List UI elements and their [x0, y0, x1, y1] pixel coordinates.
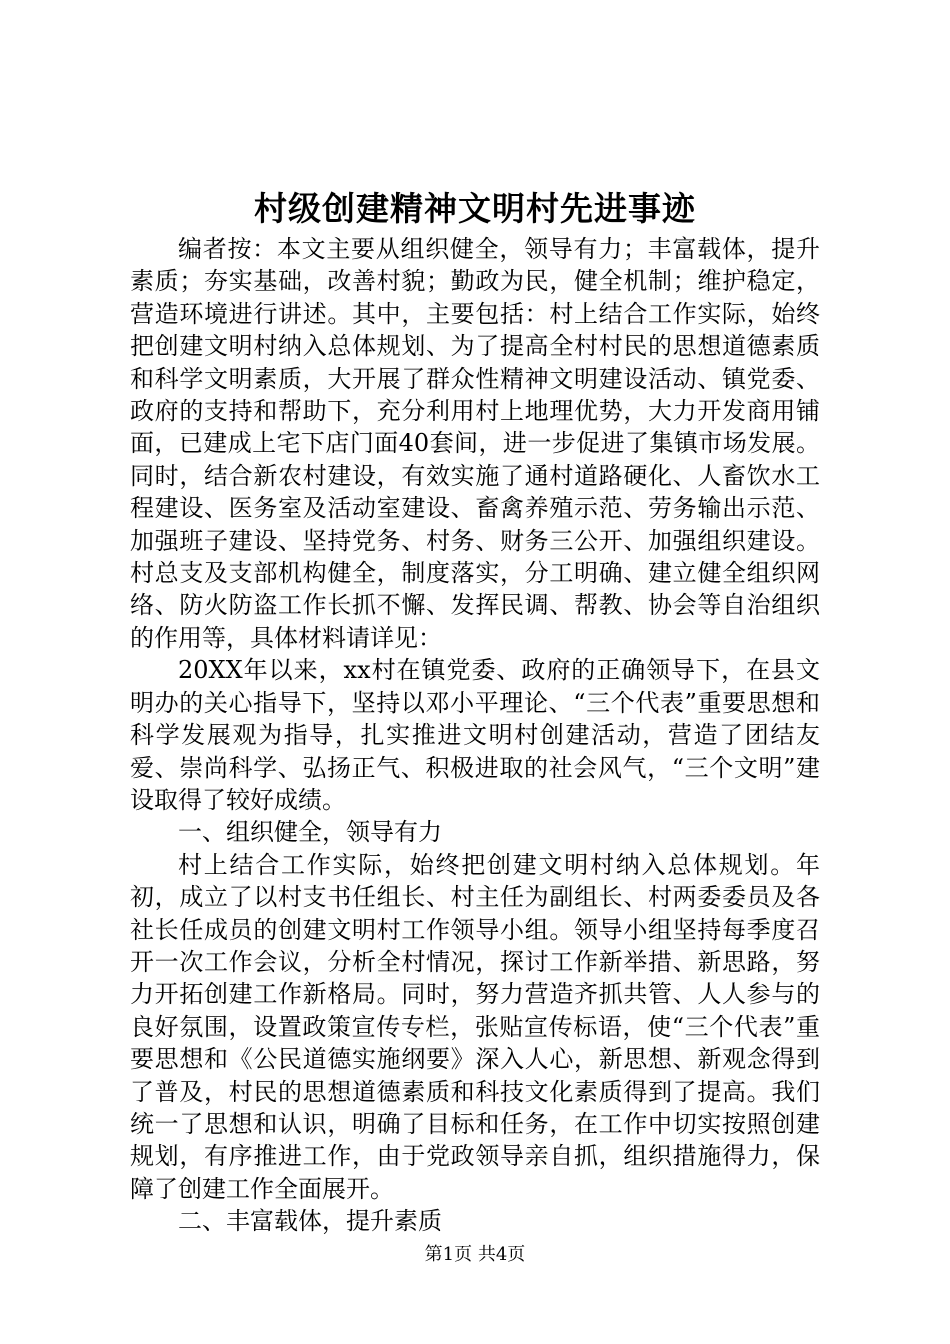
section-heading-2: 二、丰富载体，提升素质 [178, 1207, 442, 1236]
document-body [130, 233, 820, 1238]
page-footer: 第1页 共4页 [424, 1244, 526, 1265]
editor-note-paragraph: 编者按：本文主要从组织健全，领导有力；丰富载体，提升素质；夯实基础，改善村貌；勤政为民，健全机制；维护稳定，营造环境进行讲述。其中，主要包括：村上结合工作实际，始终把创建文明村纳入总体规划、为了提高全村村民的思想道德素质和科学文明素质，大开展了群众性精神文明建设活动、镇党委、政府的支持和帮助下，充分利用村上地理优势，大力开发商用铺面，已建成上宅下店门面40套间，进一步促进了集镇市场发展。同时，结合新农村建设，有效实施了通村道路硬化、人畜饮水工程建设、医务室及活动室建设、畜禽养殖示范、劳务输出示范、加强班子建设、坚持党务、村务、财务三公开、加强组织建设。村总支及支部机构健全，制度落实，分工明确、建立健全组织网络、防火防盗工作长抓不懈、发挥民调、帮教、协会等自治组织的作用等，具体材料请详见： [130, 235, 820, 652]
document-title: 村级创建精神文明村先进事迹 [254, 189, 696, 228]
section-heading-1: 一、组织健全，领导有力 [178, 818, 442, 847]
intro-paragraph: 20XX年以来，xx村在镇党委、政府的正确领导下，在县文明办的关心指导下，坚持以邓小平理论、“三个代表”重要思想和科学发展观为指导，扎实推进文明村创建活动，营造了团结友爱、崇尚科学、弘扬正气、积极进取的社会风气，“三个文明”建设取得了较好成绩。 [130, 656, 820, 814]
section-1-paragraph: 村上结合工作实际，始终把创建文明村纳入总体规划。年初，成立了以村支书任组长、村主任为副组长、村两委委员及各社长任成员的创建文明村工作领导小组。领导小组坚持每季度召开一次工作会议，分析全村情况，探讨工作新举措、新思路，努力开拓创建工作新格局。同时，努力营造齐抓共管、人人参与的良好氛围，设置政策宣传专栏，张贴宣传标语，使“三个代表”重要思想和《公民道德实施纲要》深入人心，新思想、新观念得到了普及，村民的思想道德素质和科技文化素质得到了提高。我们统一了思想和认识，明确了目标和任务，在工作中切实按照创建规划，有序推进工作，由于党政领导亲自抓，组织措施得力，保障了创建工作全面展开。 [130, 850, 820, 1203]
